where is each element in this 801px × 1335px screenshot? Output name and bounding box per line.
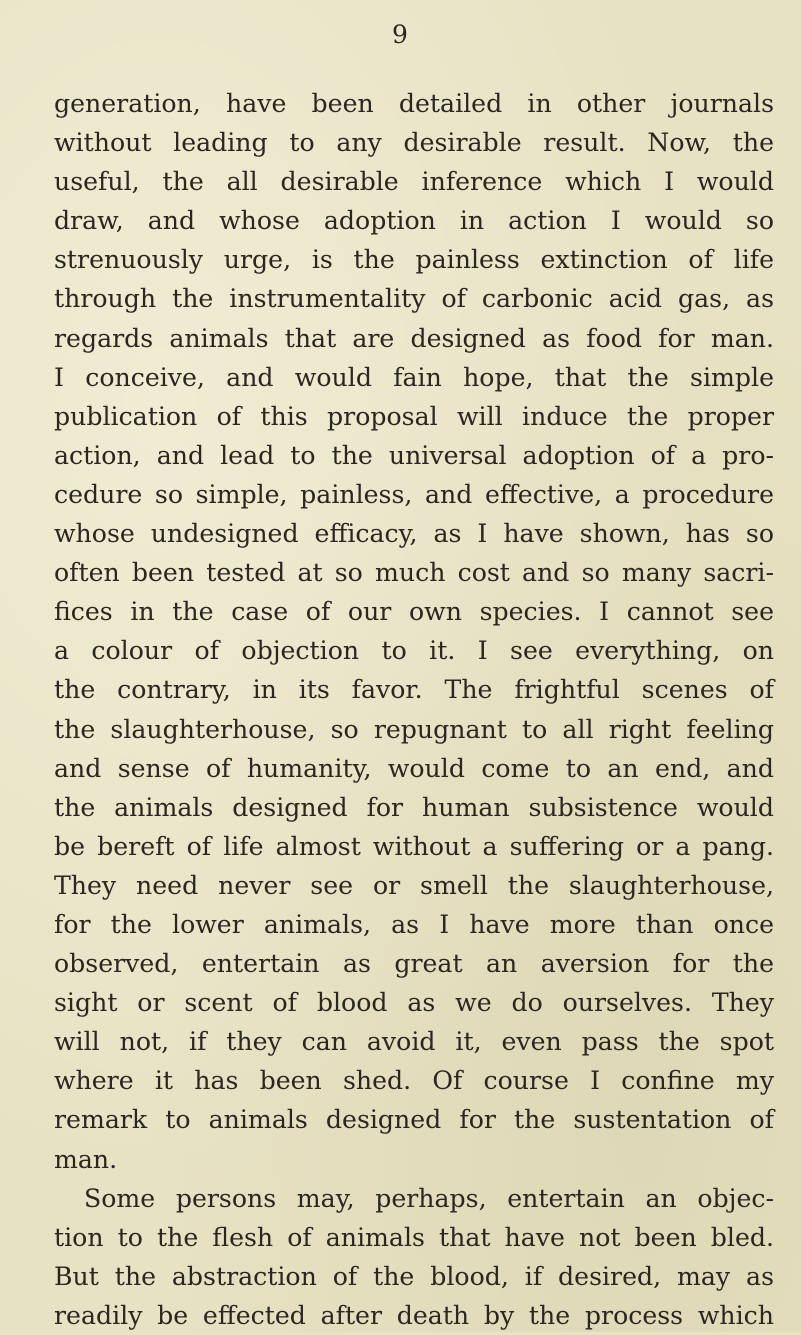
paragraph-start-line: Some persons may, perhaps, entertain an objec- bbox=[84, 1183, 774, 1213]
text-line: be bereft of life almost without a suffering or a pang. bbox=[54, 831, 774, 861]
text-line: draw, and whose adoption in action I would so bbox=[54, 206, 774, 236]
text-line: cedure so simple, painless, and effective, a procedure bbox=[54, 479, 774, 509]
text-line: strenuously urge, is the painless extinction of life bbox=[54, 245, 774, 275]
text-line: the animals designed for human subsistence would bbox=[54, 792, 774, 822]
text-line: remark to animals designed for the sustentation of bbox=[54, 1105, 774, 1135]
text-line: generation, have been detailed in other journals bbox=[54, 89, 774, 118]
text-line: the contrary, in its favor. The frightful scenes of bbox=[54, 675, 774, 705]
text-line: and sense of humanity, would come to an end, and bbox=[54, 753, 774, 783]
paragraph-end-line: man. bbox=[54, 1144, 118, 1174]
text-line: tion to the flesh of animals that have not been bled. bbox=[54, 1222, 774, 1252]
text-line: useful, the all desirable inference which I would bbox=[54, 167, 774, 197]
text-line: for the lower animals, as I have more than once bbox=[54, 909, 774, 939]
text-line: I conceive, and would fain hope, that the simple bbox=[54, 362, 774, 392]
body-text bbox=[54, 84, 774, 1335]
text-line: fices in the case of our own species. I cannot see bbox=[54, 597, 774, 627]
text-line: often been tested at so much cost and so many sacri- bbox=[54, 558, 774, 588]
text-line: observed, entertain as great an aversion for the bbox=[54, 949, 774, 979]
text-line: through the instrumentality of carbonic acid gas, as bbox=[54, 284, 774, 314]
text-line: regards animals that are designed as food for man. bbox=[54, 323, 774, 353]
text-line: whose undesigned efficacy, as I have shown, has so bbox=[54, 519, 774, 549]
text-line: But the abstraction of the blood, if desired, may as bbox=[54, 1261, 774, 1291]
text-line: action, and lead to the universal adoption of a pro- bbox=[54, 440, 774, 470]
text-line: publication of this proposal will induce the proper bbox=[54, 401, 774, 431]
text-line: a colour of objection to it. I see everything, on bbox=[54, 636, 774, 666]
text-line: readily be effected after death by the process which bbox=[54, 1300, 774, 1330]
text-line: the slaughterhouse, so repugnant to all right feeling bbox=[54, 714, 774, 744]
text-line: without leading to any desirable result. Now, the bbox=[54, 128, 774, 158]
text-line: where it has been shed. Of course I confine my bbox=[54, 1066, 774, 1096]
text-line: will not, if they can avoid it, even pass the spot bbox=[54, 1027, 774, 1057]
text-line: They need never see or smell the slaughterhouse, bbox=[54, 870, 774, 900]
text-line: sight or scent of blood as we do ourselves. They bbox=[54, 988, 774, 1018]
page-number: 9 bbox=[392, 20, 409, 49]
